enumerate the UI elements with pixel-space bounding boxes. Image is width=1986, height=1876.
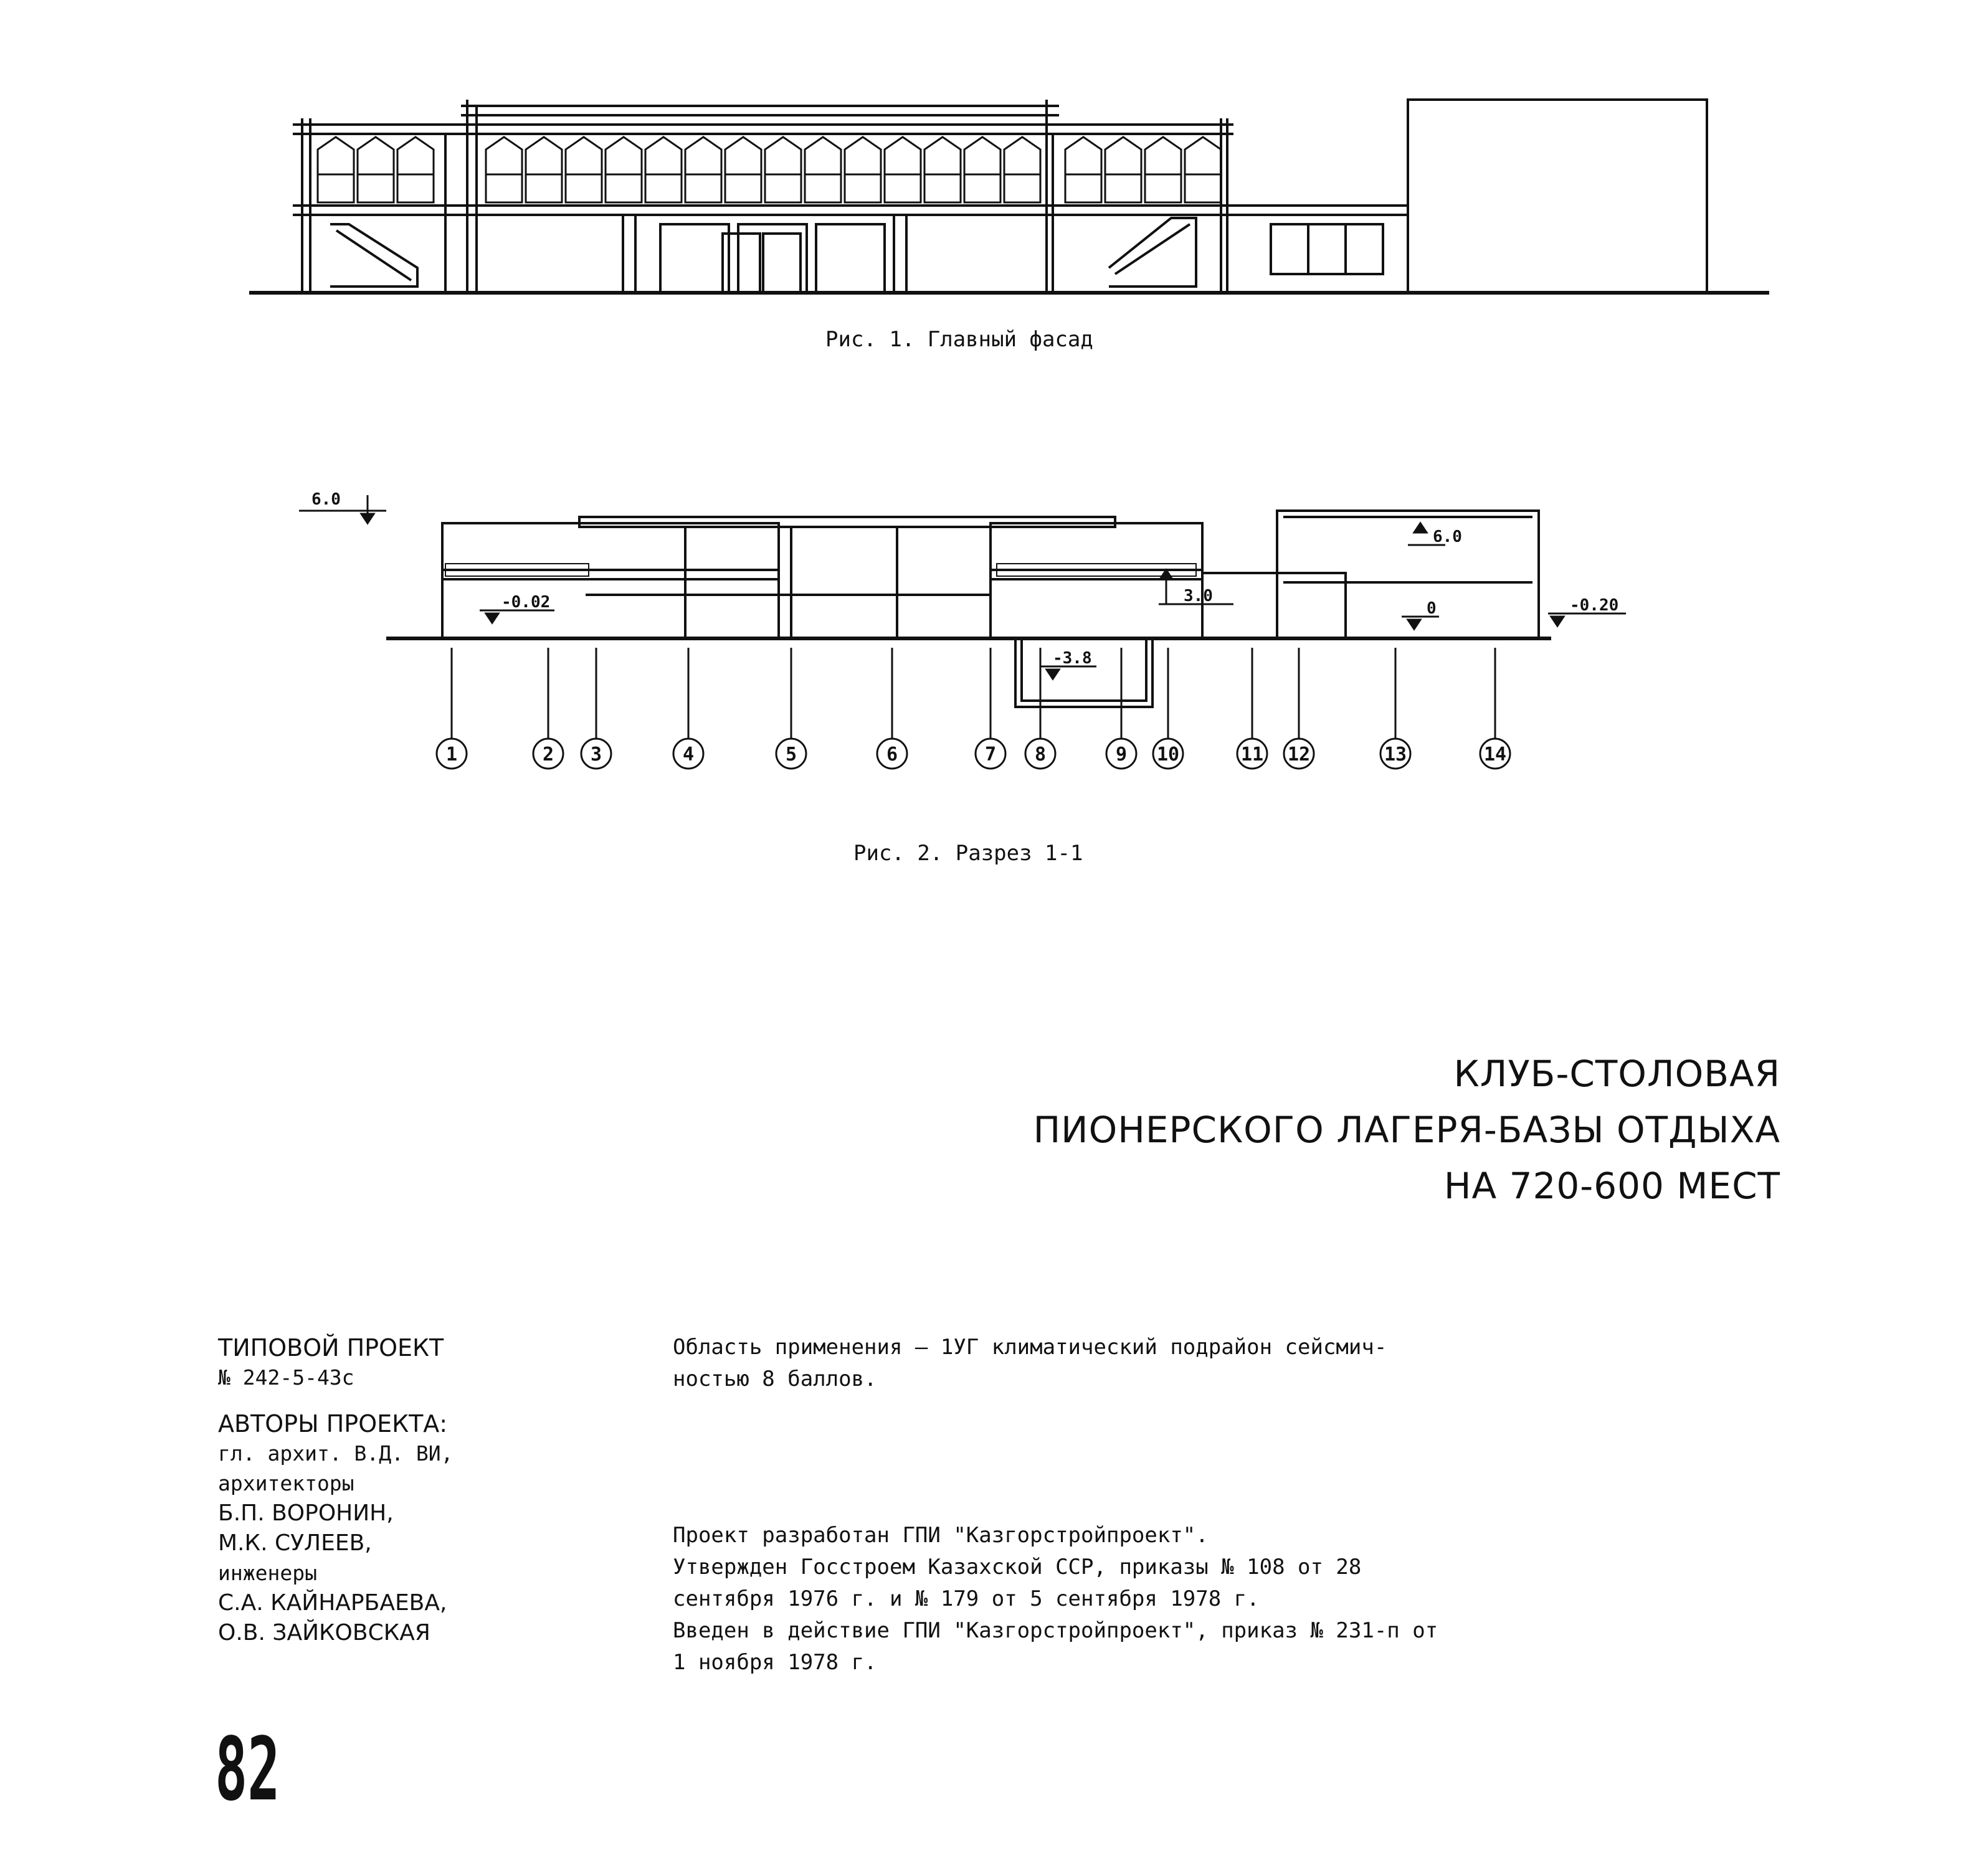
- page-number: 82: [215, 1719, 280, 1821]
- facade-window-arch: [1185, 137, 1221, 174]
- level-label-1: 6.0: [311, 490, 341, 509]
- axis-label: 3: [590, 744, 602, 765]
- facade-railing: [526, 174, 562, 202]
- facade-railing: [924, 174, 961, 202]
- facade-window-arch: [358, 137, 394, 174]
- facade-window-arch: [486, 137, 522, 174]
- axis-label: 1: [445, 744, 458, 765]
- level-label-3: 3.0: [1184, 587, 1213, 605]
- level-label-7: -3.8: [1053, 649, 1092, 668]
- facade-window-arch: [1105, 137, 1141, 174]
- axis-label: 12: [1287, 744, 1311, 765]
- author-line: М.К. СУЛЕЕВ,: [218, 1530, 372, 1556]
- axis-label: 4: [682, 744, 695, 765]
- author-line: гл. архит. В.Д. ВИ,: [218, 1441, 454, 1466]
- facade-railing: [885, 174, 921, 202]
- approval-line: Утвержден Госстроем Казахской ССР, приказы № 108 от 28: [673, 1555, 1362, 1580]
- facade-window-arch: [924, 137, 961, 174]
- author-line: инженеры: [218, 1561, 317, 1585]
- facade-railing: [805, 174, 841, 202]
- approval-text: [673, 1520, 1557, 1679]
- level-label-2: -0.02: [501, 593, 551, 612]
- facade-railing: [318, 174, 354, 202]
- project-number: № 242-5-43с: [218, 1365, 354, 1390]
- facade-window-arch: [685, 137, 721, 174]
- axis-label: 2: [542, 744, 554, 765]
- facade-window-arch: [606, 137, 642, 174]
- axis-label: 14: [1483, 744, 1507, 765]
- facade-railing: [1185, 174, 1221, 202]
- approval-line: сентября 1976 г. и № 179 от 5 сентября 1978 г.: [673, 1586, 1260, 1611]
- facade-railing: [606, 174, 642, 202]
- axis-label: 5: [785, 744, 797, 765]
- facade-railing: [765, 174, 801, 202]
- facade-railing: [1145, 174, 1181, 202]
- approval-line: Введен в действие ГПИ "Казгорстройпроект", приказ № 231-п от: [673, 1618, 1438, 1643]
- axis-label: 10: [1156, 744, 1180, 765]
- facade-window-arch: [1004, 137, 1040, 174]
- project-type-label: ТИПОВОЙ ПРОЕКТ: [218, 1334, 444, 1362]
- facade-railing: [486, 174, 522, 202]
- author-line: архитекторы: [218, 1471, 354, 1495]
- facade-railing: [397, 174, 434, 202]
- facade-drawing: [237, 81, 1782, 311]
- facade-window-arch: [805, 137, 841, 174]
- facade-window-arch: [318, 137, 354, 174]
- facade-railing: [1065, 174, 1101, 202]
- facade-caption: Рис. 1. Главный фасад: [825, 327, 1093, 352]
- axis-label: 11: [1240, 744, 1264, 765]
- title-line-3: НА 720-600 МЕСТ: [1443, 1165, 1780, 1207]
- approval-line: 1 ноября 1978 г.: [673, 1650, 877, 1675]
- facade-window-arch: [845, 137, 881, 174]
- facade-window-arch: [1065, 137, 1101, 174]
- author-line: Б.П. ВОРОНИН,: [218, 1500, 394, 1526]
- axis-label: 8: [1034, 744, 1047, 765]
- approval-line: Проект разработан ГПИ "Казгорстройпроект".: [673, 1523, 1209, 1548]
- facade-window-arch: [964, 137, 1000, 174]
- axis-label: 7: [984, 744, 997, 765]
- title-line-1: КЛУБ-СТОЛОВАЯ: [1453, 1053, 1780, 1095]
- facade-railing: [1004, 174, 1040, 202]
- section-caption: Рис. 2. Разрез 1-1: [853, 841, 1083, 866]
- project-info: [218, 1333, 454, 1648]
- facade-window-arch: [885, 137, 921, 174]
- facade-window-arch: [526, 137, 562, 174]
- title-line-2: ПИОНЕРСКОГО ЛАГЕРЯ-БАЗЫ ОТДЫХА: [1033, 1109, 1780, 1151]
- facade-window-arch: [566, 137, 602, 174]
- facade-window-arch: [725, 137, 761, 174]
- section-drawing: [287, 486, 1645, 797]
- author-line: О.В. ЗАЙКОВСКАЯ: [218, 1620, 430, 1646]
- level-label-6: -0.20: [1570, 596, 1619, 615]
- facade-railing: [566, 174, 602, 202]
- facade-railing: [964, 174, 1000, 202]
- axis-label: 13: [1384, 744, 1407, 765]
- facade-railing: [725, 174, 761, 202]
- facade-window-arch: [765, 137, 801, 174]
- author-line: С.А. КАЙНАРБАЕВА,: [218, 1590, 447, 1616]
- facade-railing: [358, 174, 394, 202]
- level-label-4: 6.0: [1433, 528, 1462, 546]
- facade-window-arch: [645, 137, 682, 174]
- facade-railing: [645, 174, 682, 202]
- facade-railing: [685, 174, 721, 202]
- facade-railing: [1105, 174, 1141, 202]
- facade-railing: [845, 174, 881, 202]
- level-label-5: 0: [1427, 599, 1437, 618]
- authors-label: АВТОРЫ ПРОЕКТА:: [218, 1410, 448, 1438]
- axis-label: 9: [1115, 744, 1128, 765]
- scope-text: [673, 1332, 1557, 1395]
- axis-label: 6: [886, 744, 898, 765]
- facade-window-arch: [1145, 137, 1181, 174]
- facade-window-arch: [397, 137, 434, 174]
- scope-line: Область применения – 1УГ климатический подрайон сейсмич-: [673, 1335, 1387, 1360]
- scope-line: ностью 8 баллов.: [673, 1367, 877, 1391]
